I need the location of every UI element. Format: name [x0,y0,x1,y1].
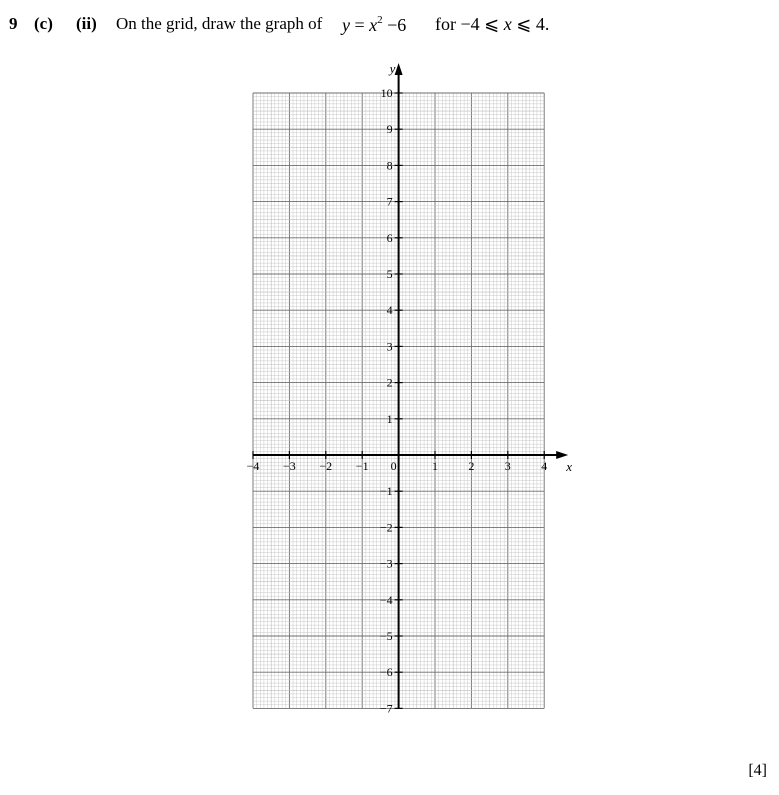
equation [342,14,406,36]
equation-lhs: y [342,15,350,35]
y-tick-label: 3 [386,339,393,354]
x-tick-label: −2 [319,459,333,473]
y-axis-label: y [389,61,396,76]
x-tick-label: 4 [541,459,548,473]
graph-grid-container [240,60,580,720]
question-number: 9 [9,14,18,33]
x-tick-label: −1 [355,459,369,473]
y-tick-label: −7 [379,701,393,716]
marks-available: [4] [748,762,767,779]
x-tick-label: 0 [390,459,397,473]
y-tick-label: 10 [380,86,393,100]
x-tick-label: 3 [504,459,511,473]
domain-range [435,14,549,35]
equation-power: 2 [377,14,383,26]
x-axis-label: x [566,459,572,474]
equation-equals: = [354,15,365,35]
question-part: (c) [34,14,53,33]
y-tick-label: 6 [386,230,393,245]
question-subpart: (ii) [76,14,97,33]
x-tick-label: −3 [283,459,296,473]
y-axis-arrow [395,63,403,75]
range-leq-2: ⩽ [516,14,532,34]
y-tick-label: 8 [386,158,393,173]
y-tick-label: 7 [386,194,393,209]
range-var: x [503,14,512,34]
range-lower: −4 [460,14,480,34]
range-upper: 4. [535,14,550,34]
x-tick-label: 2 [468,459,475,473]
equation-rest: −6 [387,15,407,35]
x-tick-label: 1 [432,459,438,473]
y-tick-label: −5 [379,629,393,643]
x-tick-label: −4 [246,459,260,473]
y-tick-label: −6 [379,665,393,680]
y-tick-label: 5 [386,267,393,281]
y-tick-label: 1 [386,411,393,426]
equation-var: x [369,15,378,35]
y-tick-label: −1 [379,484,393,499]
y-tick-label: 9 [386,122,393,137]
range-leq-1: ⩽ [484,14,500,34]
y-tick-label: −2 [379,520,393,535]
graph-grid[interactable] [240,60,580,720]
y-tick-label: 2 [386,375,393,390]
y-tick-label: −4 [379,592,393,607]
question-instruction: On the grid, draw the graph of [116,14,323,33]
y-tick-label: 4 [386,303,393,318]
x-axis-arrow [556,451,568,459]
range-prefix: for [435,14,456,34]
y-tick-label: −3 [379,556,393,571]
